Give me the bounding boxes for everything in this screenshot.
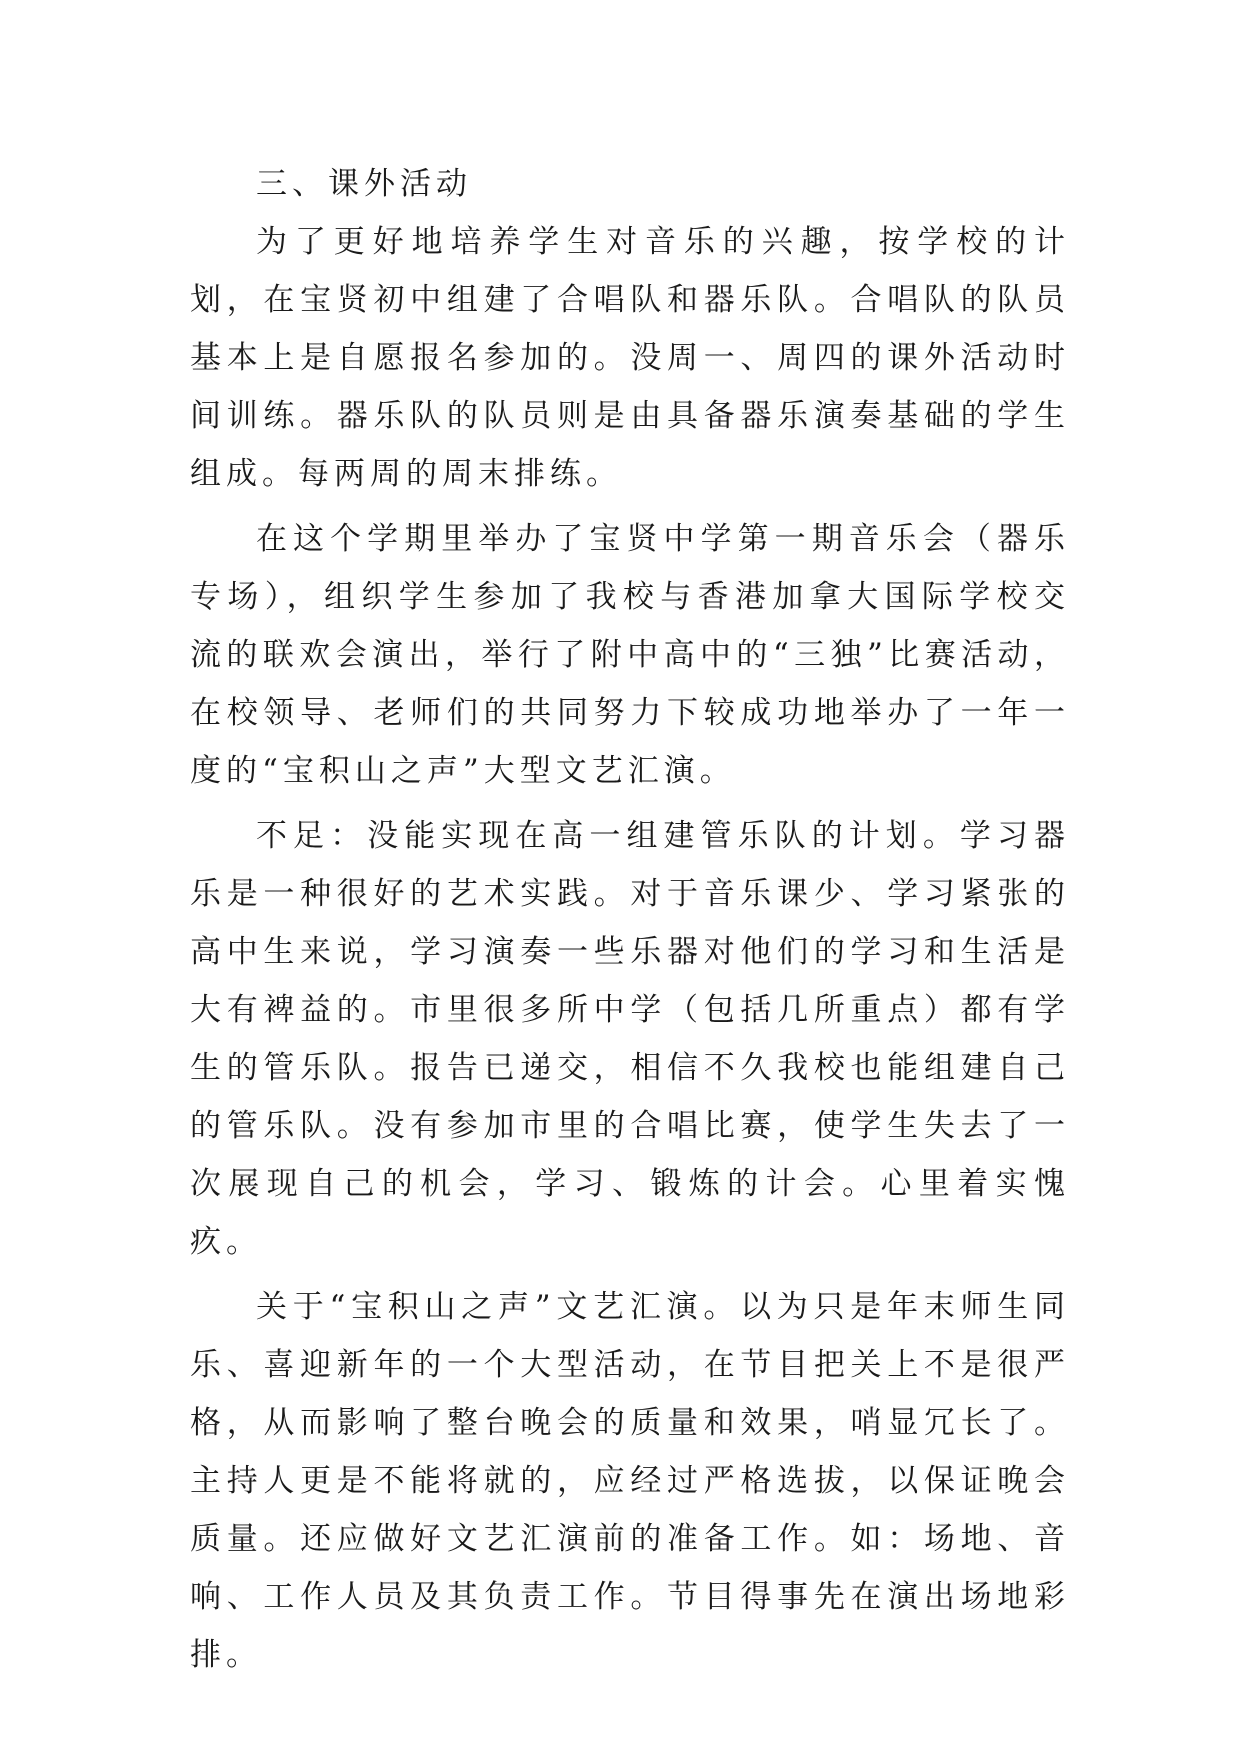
section-heading: 三、课外活动 bbox=[256, 166, 472, 202]
paragraph-shortcomings: 不足：没能实现在高一组建管乐队的计划。学习器乐是一种很好的艺术实践。对于音乐课少、学习紧张的高中生来说，学习演奏一些乐器对他们的学习和生活是大有裨益的。市里很多所中学（包括几所重点）都有学生的管乐队。报告已递交，相信不久我校也能组建自己的管乐队。没有参加市里的合唱比赛，使学生失去了一次展现自己的机会，学习、锻炼的计会。心里着实愧疚。 bbox=[190, 818, 1070, 1260]
document-body bbox=[190, 155, 1070, 1691]
paragraph-gala-review: 关于“宝积山之声”文艺汇演。以为只是年末师生同乐、喜迎新年的一个大型活动，在节目把关上不是很严格，从而影响了整台晚会的质量和效果，哨显冗长了。主持人更是不能将就的，应经过严格选拔，以保证晚会质量。还应做好文艺汇演前的准备工作。如：场地、音响、工作人员及其负责工作。节目得事先在演出场地彩排。 bbox=[190, 1289, 1070, 1673]
paragraph-events: 在这个学期里举办了宝贤中学第一期音乐会（器乐专场），组织学生参加了我校与香港加拿大国际学校交流的联欢会演出，举行了附中高中的“三独”比赛活动，在校领导、老师们的共同努力下较成功地举办了一年一度的“宝积山之声”大型文艺汇演。 bbox=[190, 521, 1070, 789]
paragraph-extracurricular-groups: 为了更好地培养学生对音乐的兴趣，按学校的计划，在宝贤初中组建了合唱队和器乐队。合唱队的队员基本上是自愿报名参加的。没周一、周四的课外活动时间训练。器乐队的队员则是由具备器乐演奏基础的学生组成。每两周的周末排练。 bbox=[190, 224, 1070, 492]
